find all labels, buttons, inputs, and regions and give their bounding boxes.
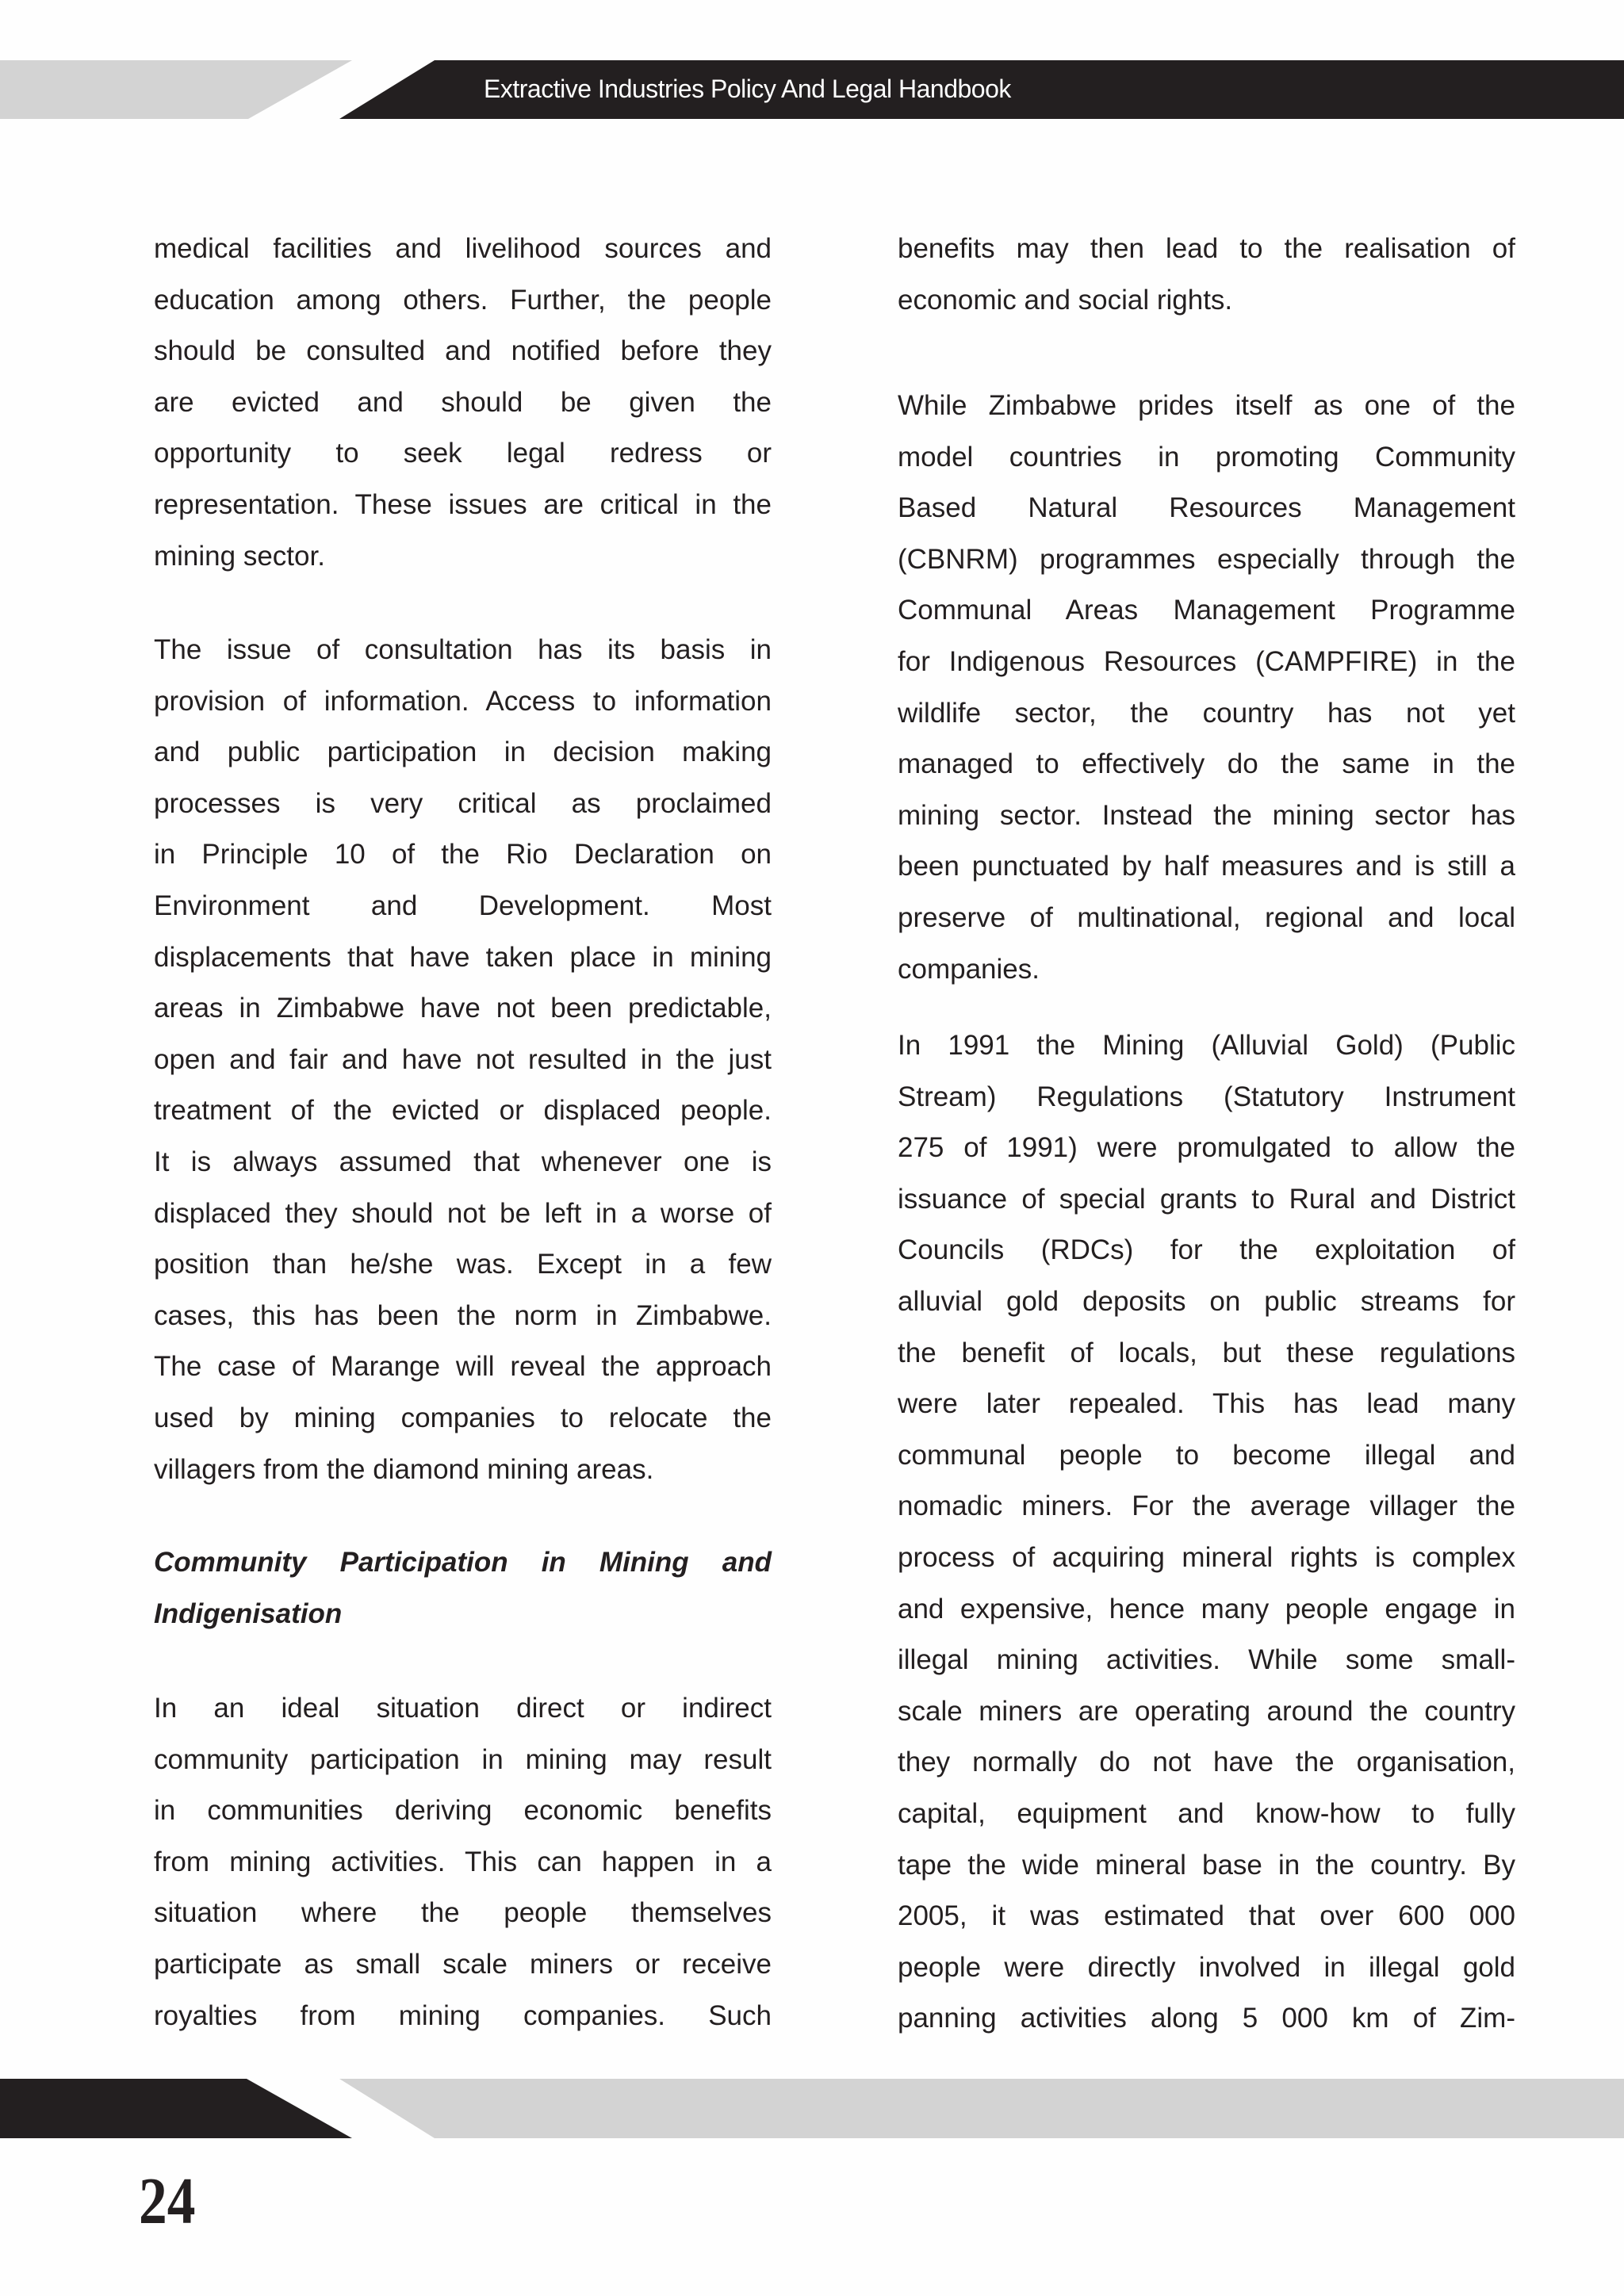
text-line: should be consulted and notified before they (154, 335, 772, 367)
text-line: In 1991 the Mining (Alluvial Gold) (Public (898, 1030, 1515, 1061)
text-line: Indigenisation (154, 1598, 343, 1629)
text-line: medical facilities and livelihood sources and (154, 233, 772, 264)
text-line: 275 of 1991) were promulgated to allow the (898, 1132, 1515, 1164)
text-line: (CBNRM) programmes especially through the (898, 543, 1515, 575)
text-line: they normally do not have the organisation, (898, 1747, 1515, 1778)
text-line: The case of Marange will reveal the approach (154, 1351, 772, 1383)
text-line: villagers from the diamond mining areas. (154, 1453, 654, 1485)
text-line: areas in Zimbabwe have not been predictable, (154, 993, 772, 1024)
text-line: Communal Areas Management Programme (898, 595, 1515, 626)
text-line: illegal mining activities. While some small- (898, 1644, 1515, 1676)
text-line: model countries in promoting Community (898, 441, 1515, 473)
page-number: 24 (139, 2164, 196, 2238)
footer-black-band (0, 2079, 352, 2138)
text-line: and expensive, hence many people engage in (898, 1593, 1515, 1624)
text-line: managed to effectively do the same in the (898, 748, 1515, 780)
text-line: are evicted and should be given the (154, 386, 772, 418)
text-line: displacements that have taken place in mining (154, 941, 772, 973)
text-line: nomadic miners. For the average villager the (898, 1490, 1515, 1522)
right-paragraph-2 (898, 381, 1515, 995)
right-paragraph-3 (898, 1020, 1515, 2045)
text-line: been punctuated by half measures and is still a (898, 851, 1515, 882)
text-line: Based Natural Resources Management (898, 492, 1515, 524)
text-line: royalties from mining companies. Such (154, 1999, 772, 2031)
text-line: opportunity to seek legal redress or (154, 438, 772, 469)
text-line: situation where the people themselves (154, 1897, 772, 1929)
text-line: panning activities along 5 000 km of Zim- (898, 2003, 1515, 2034)
text-line: wildlife sector, the country has not yet (898, 697, 1515, 729)
text-line: and public participation in decision making (154, 737, 772, 768)
text-line: The issue of consultation has its basis in (154, 634, 772, 665)
text-line: Stream) Regulations (Statutory Instrument (898, 1081, 1515, 1112)
text-line: the benefit of locals, but these regulations (898, 1337, 1515, 1368)
text-line: tape the wide mineral base in the country. By (898, 1849, 1515, 1881)
text-line: cases, this has been the norm in Zimbabwe. (154, 1299, 772, 1331)
text-line: used by mining companies to relocate the (154, 1402, 772, 1433)
text-line: Environment and Development. Most (154, 890, 772, 921)
text-line: community participation in mining may result (154, 1743, 772, 1775)
text-line: 2005, it was estimated that over 600 000 (898, 1900, 1515, 1932)
text-line: for Indigenous Resources (CAMPFIRE) in the (898, 645, 1515, 677)
text-line: Councils (RDCs) for the exploitation of (898, 1234, 1515, 1266)
running-header-title: Extractive Industries Policy And Legal Handbook (484, 75, 1011, 103)
text-line: In an ideal situation direct or indirect (154, 1693, 772, 1724)
text-line: preserve of multinational, regional and local (898, 901, 1515, 933)
text-line: from mining activities. This can happen in a (154, 1846, 772, 1877)
text-line: in communities deriving economic benefits (154, 1795, 772, 1827)
text-line: It is always assumed that whenever one is (154, 1146, 772, 1177)
text-line: position than he/she was. Except in a few (154, 1249, 772, 1280)
text-line: Community Participation in Mining and (154, 1547, 772, 1578)
text-line: issuance of special grants to Rural and District (898, 1183, 1515, 1215)
text-line: were later repealed. This has lead many (898, 1388, 1515, 1420)
footer-gray-band (339, 2079, 1624, 2138)
text-line: in Principle 10 of the Rio Declaration on (154, 839, 772, 871)
right-paragraph-1 (898, 224, 1515, 326)
text-line: education among others. Further, the people (154, 284, 772, 316)
left-paragraph-1 (154, 224, 772, 582)
text-line: alluvial gold deposits on public streams for (898, 1285, 1515, 1317)
text-line: treatment of the evicted or displaced people. (154, 1095, 772, 1127)
text-line: processes is very critical as proclaimed (154, 787, 772, 819)
text-line: people were directly involved in illegal gold (898, 1951, 1515, 1983)
text-line: mining sector. (154, 540, 325, 572)
left-paragraph-2 (154, 625, 772, 1495)
text-line: displaced they should not be left in a worse of (154, 1197, 772, 1229)
text-line: representation. These issues are critical in the (154, 488, 772, 520)
text-line: economic and social rights. (898, 284, 1233, 316)
section-heading (154, 1537, 772, 1640)
text-line: benefits may then lead to the realisation of (898, 233, 1515, 264)
text-line: mining sector. Instead the mining sector has (898, 799, 1515, 831)
left-paragraph-3 (154, 1683, 772, 2042)
header-gray-band (0, 60, 352, 119)
text-line: scale miners are operating around the country (898, 1695, 1515, 1727)
text-line: While Zimbabwe prides itself as one of the (898, 390, 1515, 421)
text-line: companies. (898, 953, 1040, 985)
text-line: open and fair and have not resulted in the just (154, 1043, 772, 1075)
text-line: process of acquiring mineral rights is complex (898, 1541, 1515, 1573)
text-line: communal people to become illegal and (898, 1439, 1515, 1471)
text-line: provision of information. Access to information (154, 685, 772, 717)
text-line: participate as small scale miners or receive (154, 1948, 772, 1980)
text-line: capital, equipment and know-how to fully (898, 1797, 1515, 1829)
